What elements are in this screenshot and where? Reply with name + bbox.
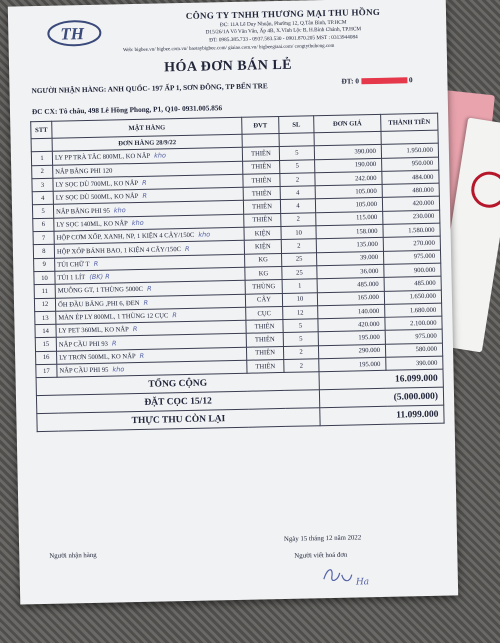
invoice-title: HÓA ĐƠN BÁN LẺ [163,57,293,76]
row-price: 140.000 [318,304,385,319]
row-total: 485.000 [384,276,441,290]
row-total: 580.000 [385,343,442,357]
handwritten-note: R [142,178,147,187]
row-stt: 12 [34,298,55,312]
row-total: 270.000 [383,237,440,251]
row-unit: THIÊN [246,346,283,360]
total-value: 16.099.000 [319,369,443,390]
row-total: 975.000 [383,250,440,264]
row-stt: 9 [34,258,55,272]
row-total: 2.100.000 [385,316,442,330]
row-qty: 4 [280,186,315,200]
company-websites: Web: bigbee.vn/ bigbee.com.vn/ baotaybigbee.com/ giaiao.com.vn/ bigbeegiaai.com/ congtythuhong.com [122,43,335,54]
row-stt: 15 [35,338,56,352]
row-unit: THIÊN [247,359,284,373]
row-unit: THIÊN [246,333,283,347]
row-price: 165.000 [317,291,384,306]
row-price: 105.000 [315,185,382,200]
address-line: ĐC CX: Tô châu, 498 Lê Hồng Phong, P1, Q10- 0931.005.856 [31,103,223,117]
row-price: 195.000 [319,357,386,372]
row-unit: THÙNG [245,280,282,294]
row-total: 1.650.000 [384,290,441,304]
row-stt: 1 [31,152,52,166]
invoice-date: Ngày 15 tháng 12 năm 2022 [283,534,362,543]
col-item: MẶT HÀNG [52,117,242,138]
row-qty: 2 [280,173,315,187]
row-qty: 5 [280,159,315,173]
handwritten-note: kho [154,151,167,161]
row-unit: THIÊN [243,200,280,214]
col-total: THÀNH TIỀN [381,113,438,131]
row-price: 135.000 [316,238,383,253]
row-unit: KG [245,266,282,280]
row-item-name: LY SỌC DÙ 700ML, KO NẮP R [53,174,243,191]
row-item-name: LY TRƠN 500ML, KO NẮP R [57,347,247,364]
row-qty: 2 [283,345,318,359]
row-price: 242.000 [315,171,382,186]
row-unit: THIÊN [243,160,280,174]
row-price: 195.000 [318,331,385,346]
handwritten-note: kho [131,218,144,228]
row-price: 105.000 [315,198,382,213]
row-total: 390.000 [386,356,443,370]
row-total: 484.000 [382,170,439,184]
handwritten-note: kho [113,205,126,215]
row-item-name: LY SỌC 140ML, KO NẮP kho [54,214,244,231]
handwritten-note: R [184,244,190,253]
phone-line [341,75,412,85]
phone-label: ĐT: 0 [341,76,360,86]
company-phone: ĐT: 0985.385.733 - 0937.583.530 - 0901.870.205 MST : 0313944084 [209,34,358,44]
row-unit: CỤC [246,306,283,320]
handwritten-note: R [139,351,145,360]
row-item-name: LY PET 360ML, KO NẮP R [56,320,246,337]
row-item-name: ỐH ĐẦU BĂNG ,PHI 6, ĐEN R [55,294,245,311]
row-item-name: LY PP TRÀ TẮC 800ML, KO NẮP kho [52,148,242,165]
row-price: 420.000 [318,317,385,332]
row-price: 115.000 [316,211,383,226]
phone-tail: 0 [408,75,413,85]
row-item-name: MÀN ÉP LY 800ML, 1 THÙNG 12 CỤC R [56,307,246,324]
row-stt: 4 [32,191,53,205]
deposit-value: (5.000.000) [319,387,443,408]
row-item-name: NẮP CẦU PHI 95 kho [57,360,247,377]
company-logo-icon [46,15,103,50]
row-item-name: NẮP BẰNG PHI 95 kho [53,201,243,218]
net-label: THỰC THU CÒN LẠI [37,408,320,432]
order-label: ĐƠN HÀNG 28/9/22 [52,134,242,151]
row-total: 480.000 [382,183,439,197]
receiver-signature-label: Người nhận hàng [49,551,97,560]
row-qty: 1 [282,279,317,293]
row-qty: 2 [281,213,316,227]
row-price: 290.000 [318,344,385,359]
handwritten-signature [320,562,381,589]
handwritten-note: R [142,192,148,201]
handwritten-note: R [93,259,99,268]
row-qty: 25 [282,266,317,280]
row-qty: 2 [281,239,316,253]
row-unit: CÂY [245,293,282,307]
row-stt: 16 [36,351,57,365]
row-item-name: HỘP XỐP BÁNH BAO, 1 KIỆN 4 CÂY/150C R [54,241,244,258]
row-item-name: MUỖNG GT, 1 THÙNG 5000C R [55,281,245,298]
row-stt: 7 [33,231,54,245]
row-stt: 11 [34,284,55,298]
row-total: 950.000 [382,157,439,171]
row-stt: 3 [32,178,53,192]
row-unit: KIỆN [244,227,281,241]
row-qty: 25 [282,252,317,266]
row-qty: 12 [283,306,318,320]
row-total: 420.000 [382,197,439,211]
col-qty: SL [279,116,314,134]
row-unit: THIÊN [244,213,281,227]
row-stt: 10 [34,271,55,285]
handwritten-note: R [143,298,149,307]
row-price: 485.000 [317,278,384,293]
row-unit: THIÊN [243,173,280,187]
row-qty: 2 [284,359,319,373]
row-stt: 5 [32,205,53,219]
company-address-1: ĐC: 11A Lê Duy Nhuận, Phường 12, Q.Tân Bình, TP.HCM [219,19,347,29]
row-stt: 8 [33,245,54,259]
recipient-line: NGƯỜI NHẬN HÀNG: ANH QUỐC- 197 ẤP 1, SƠN ĐÔNG, TP BẾN TRE [31,81,268,96]
signature-text: Ha [355,577,370,588]
row-price: 36.000 [317,264,384,279]
handwritten-note: R [111,339,117,348]
row-qty: 5 [279,146,314,160]
row-price: 390.000 [314,145,381,160]
row-qty: 5 [283,332,318,346]
row-stt: 17 [36,364,57,378]
row-unit: THIÊN [242,147,279,161]
row-price: 39.000 [317,251,384,266]
row-item-name: TÚI 1 LÍT (BK) R [55,267,245,284]
row-qty: 10 [282,292,317,306]
handwritten-note: R [146,285,152,294]
row-price: 190.000 [315,158,382,173]
row-total: 1.580.000 [383,223,440,237]
row-item-name: HỘP CƠM XỐP, XANH, NP, 1 KIỆN 4 CÂY/150C kho [54,227,244,244]
handwritten-note: R [132,325,138,334]
company-address-2: D15/26/1A Võ Văn Vân, Ấp 4B, X.Vĩnh Lộc B, H.Bình Chánh, TP.HCM [205,26,362,36]
col-unit: ĐVT [242,117,279,135]
company-name: CÔNG TY TNHH THƯƠNG MẠI THU HỒNG [185,6,381,21]
svg-text:TH: TH [60,24,85,44]
row-qty: 4 [280,199,315,213]
row-stt: 2 [32,165,53,179]
row-item-name: TÚI CHỮ T R [55,254,245,271]
row-item-name: LY SỌC DÙ 500ML, KO NẮP R [53,187,243,204]
total-label: TỔNG CỘNG [36,372,319,396]
writer-signature-label: Người viết hoá đơn [294,551,348,560]
row-total: 1.680.000 [385,303,442,317]
handwritten-note: kho [112,365,125,374]
row-item-name: NẮP CẦU PHI 93 R [56,334,246,351]
row-stt: 13 [35,311,56,325]
invoice-paper [8,0,458,605]
row-total: 1.950.000 [381,143,438,157]
row-total: 230.000 [383,210,440,224]
row-price: 158.000 [316,224,383,239]
red-logo-mark [469,169,500,210]
row-unit: THIÊN [243,187,280,201]
col-price: ĐƠN GIÁ [314,114,381,132]
row-qty: 10 [281,226,316,240]
row-stt: 6 [33,218,54,232]
deposit-label: ĐẶT CỌC 15/12 [36,390,319,414]
col-stt: STT [31,121,52,138]
items-table [30,113,444,433]
handwritten-note: kho [198,230,211,239]
handwritten-note: (BK) R [89,272,110,282]
handwritten-note: R [172,311,177,320]
phone-redaction [361,78,407,85]
net-value: 11.099.000 [320,405,444,426]
row-unit: THIÊN [246,320,283,334]
row-total: 900.000 [384,263,441,277]
invoice-header [8,0,447,81]
row-item-name: NẮP BẰNG PHI 120 [53,161,243,178]
row-total: 975.000 [385,330,442,344]
row-stt: 14 [35,324,56,338]
row-unit: KIỆN [244,240,281,254]
row-unit: KG [245,253,282,267]
row-qty: 5 [283,319,318,333]
